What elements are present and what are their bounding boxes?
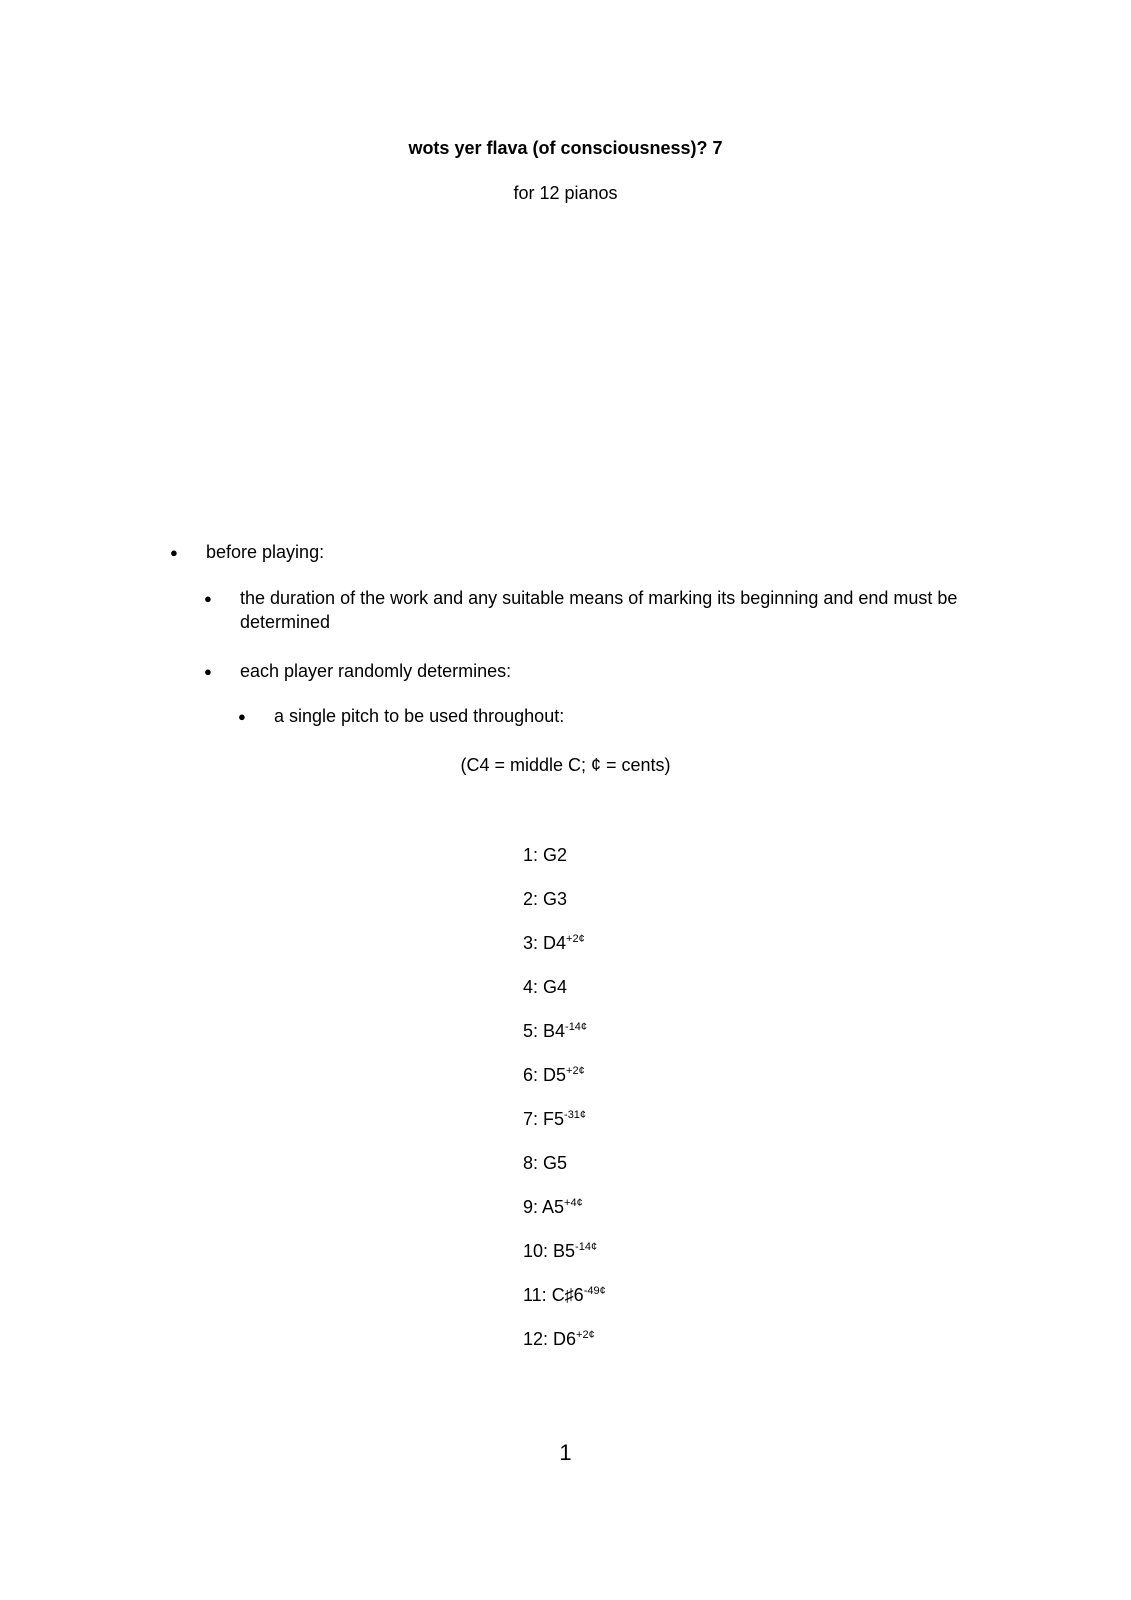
- bullet-marker: ●: [204, 664, 212, 679]
- bullet-marker: ●: [204, 591, 212, 606]
- pitch-cents: +2¢: [576, 1329, 595, 1341]
- pitch-item: [523, 1153, 567, 1174]
- pitch-cents: -31¢: [564, 1109, 587, 1121]
- pitch-label: 9: A5: [523, 1197, 565, 1217]
- pitch-label: 1: G2: [523, 845, 568, 865]
- pitch-label: 4: G4: [523, 977, 568, 997]
- bullet-single-pitch: a single pitch to be used throughout:: [274, 706, 565, 726]
- bullet-marker: ●: [170, 545, 178, 560]
- page-subtitle: for 12 pianos: [513, 183, 618, 203]
- page-number: 1: [559, 1440, 572, 1465]
- pitch-item: [523, 1021, 587, 1042]
- bullet-before-playing: before playing:: [206, 542, 325, 562]
- bullet-duration: the duration of the work and any suitable means of marking its beginning and end must be determined: [240, 588, 958, 632]
- pitch-label: 11: C♯6: [523, 1285, 584, 1305]
- pitch-item: [523, 845, 567, 866]
- bullet-each-player: each player randomly determines:: [240, 661, 512, 681]
- pitch-cents: +2¢: [566, 933, 585, 945]
- pitch-label: 6: D5: [523, 1065, 567, 1085]
- pitch-item: [523, 977, 567, 998]
- pitch-label: 12: D6: [523, 1329, 577, 1349]
- pitch-item: [523, 933, 585, 954]
- pitch-label: 7: F5: [523, 1109, 565, 1129]
- pitch-cents: +4¢: [564, 1197, 583, 1209]
- pitch-label: 8: G5: [523, 1153, 568, 1173]
- pitch-cents: -14¢: [575, 1241, 598, 1253]
- pitch-label: 3: D4: [523, 933, 567, 953]
- bullet-marker: ●: [238, 709, 246, 724]
- pitch-item: [523, 1241, 597, 1262]
- pitch-label: 10: B5: [523, 1241, 576, 1261]
- pitch-note: (C4 = middle C; ¢ = cents): [460, 755, 671, 775]
- pitch-item: [523, 1285, 606, 1306]
- pitch-item: [523, 1197, 583, 1218]
- pitch-label: 2: G3: [523, 889, 568, 909]
- pitch-cents: -49¢: [583, 1285, 606, 1297]
- pitch-cents: -14¢: [565, 1021, 588, 1033]
- pitch-cents: +2¢: [566, 1065, 585, 1077]
- pitch-item: [523, 889, 567, 910]
- page-title: wots yer flava (of consciousness)? 7: [408, 138, 723, 158]
- pitch-label: 5: B4: [523, 1021, 566, 1041]
- pitch-item: [523, 1329, 595, 1350]
- pitch-item: [523, 1065, 585, 1086]
- pitch-item: [523, 1109, 586, 1130]
